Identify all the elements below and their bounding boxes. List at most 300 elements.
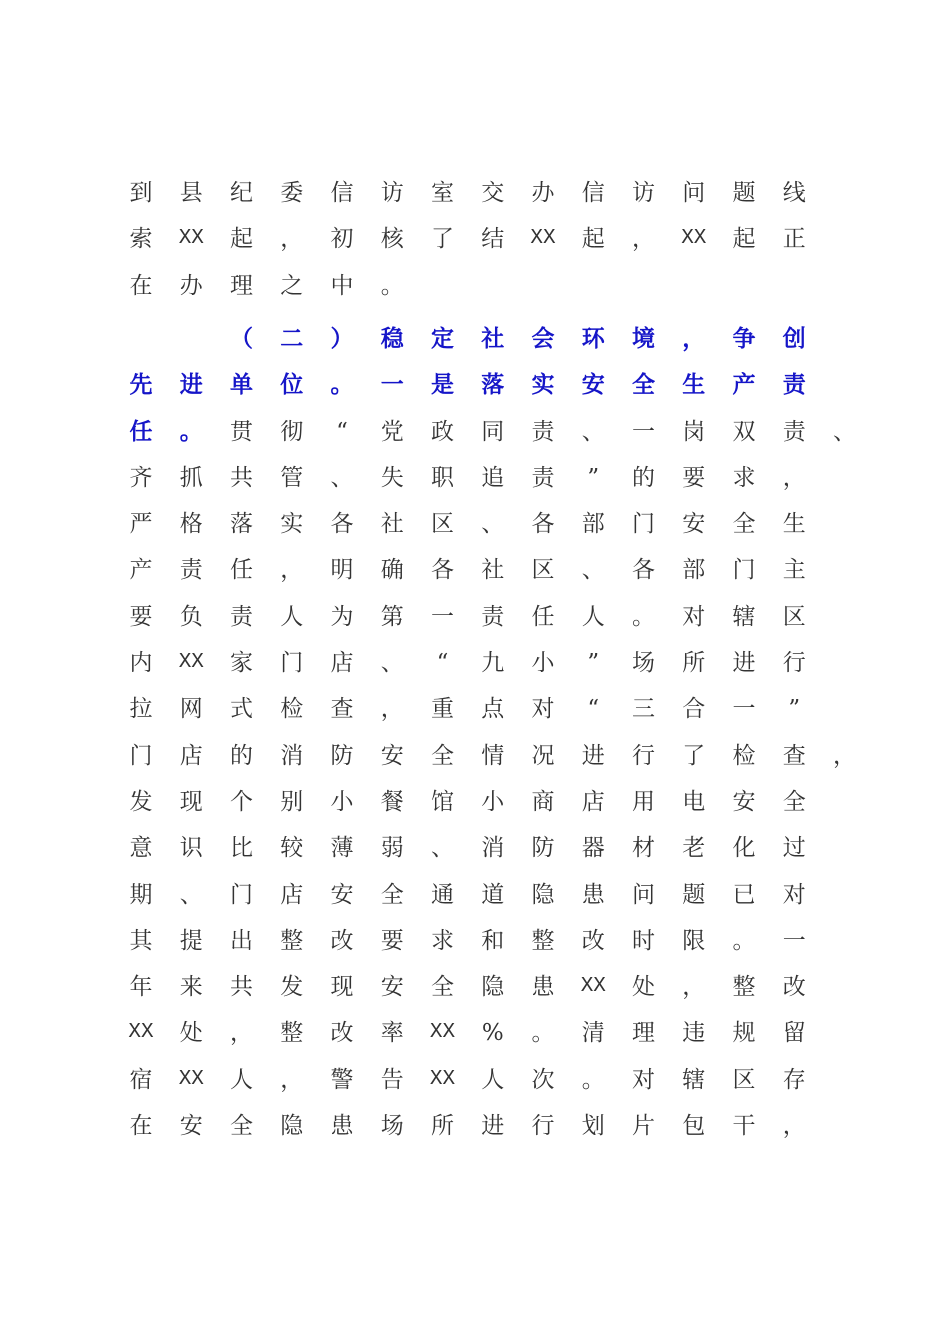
glyph: 宿 (129, 1066, 153, 1093)
glyph: 年 (129, 974, 153, 1001)
glyph: 的 (230, 742, 253, 769)
glyph: 生 (682, 371, 706, 399)
placeholder-token: XX (178, 1067, 204, 1091)
glyph: 整 (531, 927, 555, 954)
glyph: 比 (230, 835, 253, 862)
glyph: 重 (431, 696, 454, 723)
glyph: 求 (732, 464, 756, 491)
glyph: 信 (581, 180, 605, 206)
glyph: 信 (330, 180, 354, 206)
glyph: 提 (179, 927, 203, 954)
glyph: 区 (782, 603, 806, 630)
glyph: 查 (782, 742, 806, 769)
glyph: 落 (481, 371, 505, 399)
glyph: 党 (380, 418, 404, 445)
glyph: 。 (179, 417, 203, 445)
glyph: 场 (380, 1113, 404, 1139)
glyph: 拉 (129, 696, 153, 723)
text-line (0, 219, 950, 259)
text-line (0, 458, 950, 498)
glyph: 隐 (531, 881, 555, 908)
glyph: 管 (280, 464, 304, 491)
glyph: 存 (782, 1066, 806, 1093)
glyph: 门 (129, 742, 153, 769)
glyph: 纪 (230, 180, 253, 206)
glyph: 人 (230, 1066, 253, 1093)
glyph: 交 (481, 180, 505, 206)
glyph: 式 (230, 696, 253, 723)
glyph: 、 (481, 511, 505, 538)
glyph: 初 (330, 226, 354, 253)
glyph: 对 (531, 696, 555, 723)
glyph: ， (782, 464, 806, 491)
glyph: 。 (330, 371, 354, 399)
glyph: 所 (431, 1113, 454, 1139)
glyph: 门 (732, 557, 756, 584)
glyph: 区 (732, 1066, 756, 1093)
glyph: 要 (129, 603, 153, 630)
glyph: ， (280, 226, 304, 253)
glyph: 合 (682, 696, 706, 723)
glyph: 发 (280, 974, 304, 1001)
glyph: 清 (581, 1020, 605, 1047)
glyph: 门 (280, 650, 304, 676)
text-line (0, 173, 950, 213)
glyph: 过 (782, 835, 806, 862)
glyph: 、 (179, 881, 203, 908)
glyph: 中 (330, 272, 354, 299)
glyph: 薄 (330, 835, 354, 862)
glyph: 片 (632, 1113, 655, 1139)
glyph: 划 (581, 1113, 605, 1139)
glyph: 情 (481, 742, 505, 769)
placeholder-token: XX (128, 1021, 154, 1045)
glyph: ， (280, 1066, 304, 1093)
glyph: 起 (581, 226, 605, 253)
glyph: 各 (531, 511, 555, 538)
glyph: 访 (380, 180, 404, 206)
glyph: 创 (782, 324, 806, 352)
glyph: 各 (632, 557, 655, 584)
glyph: ） (330, 324, 354, 352)
glyph: 要 (682, 464, 706, 491)
glyph: 老 (682, 835, 706, 862)
text-line (0, 412, 950, 452)
glyph: 共 (230, 464, 253, 491)
glyph: 、 (330, 464, 354, 491)
glyph: 一 (782, 927, 806, 954)
glyph: 二 (280, 324, 304, 352)
glyph: 定 (431, 324, 454, 352)
glyph: 材 (632, 835, 655, 862)
glyph: 消 (481, 835, 505, 862)
glyph: 查 (330, 696, 354, 723)
text-line (0, 504, 950, 544)
glyph: 小 (481, 788, 505, 815)
glyph: 识 (179, 835, 203, 862)
glyph: “ (336, 418, 348, 445)
glyph: 点 (481, 696, 505, 723)
glyph: 防 (531, 835, 555, 862)
glyph: 各 (431, 557, 454, 584)
text-line (0, 689, 950, 729)
glyph: 生 (782, 511, 806, 538)
glyph: 办 (179, 272, 203, 299)
glyph: 、 (581, 557, 605, 584)
glyph: 对 (632, 1066, 655, 1093)
glyph: 店 (330, 650, 354, 676)
glyph: 率 (380, 1020, 404, 1047)
text-line (0, 736, 950, 776)
glyph: 较 (280, 835, 304, 862)
glyph: 门 (230, 881, 253, 908)
glyph: 访 (632, 180, 655, 206)
glyph: 共 (230, 974, 253, 1001)
glyph: 进 (732, 650, 756, 676)
glyph: 弱 (380, 835, 404, 862)
glyph: 家 (230, 650, 253, 676)
text-line (0, 1106, 950, 1146)
glyph: 实 (531, 371, 555, 399)
glyph: 包 (682, 1113, 706, 1139)
placeholder-token: XX (530, 227, 556, 251)
glyph: 现 (330, 974, 354, 1001)
glyph: 处 (632, 974, 655, 1001)
text-line (0, 319, 950, 359)
glyph: 、 (431, 835, 454, 862)
glyph: 理 (230, 272, 253, 299)
glyph: 岗 (682, 418, 706, 445)
glyph: 社 (481, 557, 505, 584)
glyph: 次 (531, 1066, 555, 1093)
glyph: 彻 (280, 418, 304, 445)
glyph: 失 (380, 464, 404, 491)
glyph: 和 (481, 927, 505, 954)
glyph: 。 (581, 1066, 605, 1093)
glyph: 部 (682, 557, 706, 584)
glyph: 题 (682, 881, 706, 908)
glyph: 通 (431, 881, 454, 908)
text-line (0, 597, 950, 637)
glyph: 职 (431, 464, 454, 491)
glyph: 了 (431, 226, 454, 253)
glyph: 行 (531, 1113, 555, 1139)
glyph: 之 (280, 272, 304, 299)
glyph: 、 (833, 418, 856, 445)
glyph: 改 (581, 927, 605, 954)
glyph: 时 (632, 927, 655, 954)
glyph: 其 (129, 927, 153, 954)
glyph: 问 (632, 881, 655, 908)
glyph: 馆 (431, 788, 454, 815)
glyph: 全 (732, 511, 756, 538)
glyph: 追 (481, 464, 505, 491)
glyph: 全 (632, 371, 655, 399)
glyph: 已 (732, 881, 756, 908)
glyph: ， (380, 696, 404, 723)
glyph: 理 (632, 1020, 655, 1047)
glyph: 辖 (682, 1066, 706, 1093)
glyph: 现 (179, 788, 203, 815)
glyph: ， (230, 1020, 253, 1047)
glyph: 落 (230, 511, 253, 538)
glyph: 产 (129, 557, 153, 584)
glyph: 店 (581, 788, 605, 815)
glyph: 室 (431, 180, 454, 206)
glyph: 齐 (129, 464, 153, 491)
glyph: 进 (481, 1113, 505, 1139)
glyph: 进 (179, 371, 203, 399)
glyph: 安 (682, 511, 706, 538)
glyph: ， (782, 1113, 806, 1139)
glyph: 检 (732, 742, 756, 769)
glyph: 小 (531, 650, 555, 676)
glyph: 九 (481, 650, 505, 676)
glyph: 区 (431, 511, 454, 538)
glyph: 患 (330, 1113, 354, 1139)
glyph: 隐 (481, 974, 505, 1001)
glyph: 别 (280, 788, 304, 815)
glyph: 况 (531, 742, 555, 769)
glyph: 安 (732, 788, 756, 815)
glyph: 部 (581, 511, 605, 538)
glyph: 人 (280, 603, 304, 630)
glyph: 的 (632, 464, 655, 491)
glyph: 警 (330, 1066, 354, 1093)
glyph: 求 (431, 927, 454, 954)
text-line (0, 1060, 950, 1100)
placeholder-token: XX (429, 1021, 456, 1045)
glyph: 责 (531, 418, 555, 445)
glyph: 门 (632, 511, 655, 538)
glyph: 限 (682, 927, 706, 954)
glyph: 责 (531, 464, 555, 491)
glyph: 稳 (380, 324, 404, 352)
glyph: 安 (179, 1113, 203, 1139)
glyph: 出 (230, 927, 253, 954)
glyph: 第 (380, 603, 404, 630)
glyph: 双 (732, 418, 756, 445)
glyph: 检 (280, 696, 304, 723)
glyph: 用 (632, 788, 655, 815)
glyph: 在 (129, 1113, 153, 1139)
glyph: 责 (782, 418, 806, 445)
glyph: 改 (330, 1020, 354, 1047)
glyph: 来 (179, 974, 203, 1001)
glyph: 责 (230, 603, 253, 630)
glyph: ， (833, 742, 856, 769)
glyph: 了 (682, 742, 706, 769)
glyph: 问 (682, 180, 706, 206)
glyph: 结 (481, 226, 505, 253)
glyph: 进 (581, 742, 605, 769)
glyph: 负 (179, 603, 203, 630)
glyph: 告 (380, 1066, 404, 1093)
glyph: 为 (330, 603, 354, 630)
glyph: 违 (682, 1020, 706, 1047)
glyph: 。 (531, 1020, 555, 1047)
glyph: 个 (230, 788, 253, 815)
glyph: 一 (732, 696, 756, 723)
glyph: 道 (481, 881, 505, 908)
glyph: 任 (129, 417, 153, 445)
glyph: 防 (330, 742, 354, 769)
glyph: 三 (632, 696, 655, 723)
glyph: 网 (179, 696, 203, 723)
glyph: 处 (179, 1020, 203, 1047)
glyph: ， (682, 324, 706, 352)
glyph: “ (587, 696, 600, 723)
glyph: 规 (732, 1020, 756, 1047)
glyph: 一 (380, 371, 404, 399)
glyph: 。 (632, 603, 655, 630)
glyph: 位 (280, 371, 304, 399)
glyph: 核 (380, 226, 404, 253)
glyph: 人 (581, 603, 605, 630)
glyph: 社 (380, 511, 404, 538)
glyph: 同 (481, 418, 505, 445)
glyph: 会 (531, 324, 555, 352)
glyph: 在 (129, 272, 153, 299)
glyph: 严 (129, 511, 153, 538)
glyph: 政 (431, 418, 454, 445)
text-line (0, 967, 950, 1007)
glyph: 环 (581, 324, 605, 352)
glyph: 化 (732, 835, 756, 862)
glyph: 、 (380, 650, 404, 676)
glyph: 整 (732, 974, 756, 1001)
glyph: 起 (230, 226, 253, 253)
glyph: 确 (380, 557, 404, 584)
glyph: 。 (732, 927, 756, 954)
glyph: 办 (531, 180, 555, 206)
glyph: ” (587, 464, 600, 491)
glyph: ， (682, 974, 706, 1001)
glyph: 区 (531, 557, 555, 584)
glyph: 改 (330, 927, 354, 954)
glyph: 线 (782, 180, 806, 206)
glyph: 责 (179, 557, 203, 584)
glyph: 一 (632, 418, 655, 445)
glyph: 餐 (380, 788, 404, 815)
glyph: ， (280, 557, 304, 584)
glyph: 。 (380, 272, 404, 299)
glyph: （ (230, 324, 253, 352)
glyph: 到 (129, 180, 153, 206)
glyph: 患 (531, 974, 555, 1001)
glyph: 对 (682, 603, 706, 630)
glyph: 明 (330, 557, 354, 584)
glyph: 店 (280, 881, 304, 908)
placeholder-token: XX (178, 651, 204, 674)
glyph: 患 (581, 881, 605, 908)
glyph: 辖 (732, 603, 756, 630)
glyph: 所 (682, 650, 706, 676)
glyph: 县 (179, 180, 203, 206)
glyph: 隐 (280, 1113, 304, 1139)
glyph: 格 (179, 511, 203, 538)
text-line (0, 266, 950, 306)
glyph: 人 (481, 1066, 505, 1093)
placeholder-token: XX (681, 227, 707, 251)
glyph: 贯 (230, 418, 253, 445)
glyph: 发 (129, 788, 153, 815)
text-line (0, 365, 950, 405)
glyph: 委 (280, 180, 304, 206)
glyph: 全 (380, 881, 404, 908)
glyph: 主 (782, 557, 806, 584)
glyph: 全 (782, 788, 806, 815)
text-line (0, 828, 950, 868)
glyph: ” (788, 696, 801, 723)
glyph: 留 (782, 1020, 806, 1047)
glyph: 、 (581, 418, 605, 445)
text-line (0, 921, 950, 961)
glyph: 安 (380, 974, 404, 1001)
glyph: 期 (129, 881, 153, 908)
glyph: ， (632, 226, 655, 253)
glyph: 商 (531, 788, 555, 815)
glyph: 要 (380, 927, 404, 954)
text-line (0, 550, 950, 590)
glyph: 器 (581, 835, 605, 862)
glyph: 产 (732, 371, 756, 399)
text-line (0, 782, 950, 822)
glyph: 一 (431, 603, 454, 630)
glyph: 责 (481, 603, 505, 630)
glyph: 店 (179, 742, 203, 769)
glyph: 境 (632, 324, 655, 352)
glyph: 对 (782, 881, 806, 908)
glyph: 全 (431, 974, 454, 1001)
glyph: 行 (782, 650, 806, 676)
glyph: 先 (129, 371, 153, 399)
placeholder-token: XX (178, 227, 204, 251)
glyph: 小 (330, 788, 354, 815)
glyph: % (481, 1020, 504, 1047)
glyph: 安 (330, 881, 354, 908)
glyph: 争 (732, 324, 756, 352)
glyph: 抓 (179, 464, 203, 491)
glyph: 起 (732, 226, 756, 253)
glyph: 各 (330, 511, 354, 538)
glyph: 内 (129, 650, 153, 676)
placeholder-token: XX (580, 975, 606, 999)
glyph: 责 (782, 371, 806, 399)
glyph: 正 (782, 226, 806, 253)
glyph: 任 (531, 603, 555, 630)
glyph: 整 (280, 927, 304, 954)
glyph: 全 (230, 1113, 253, 1139)
text-line (0, 643, 950, 683)
glyph: ” (587, 650, 600, 676)
glyph: 电 (682, 788, 706, 815)
glyph: 是 (431, 371, 454, 399)
text-line (0, 1013, 950, 1053)
glyph: 干 (732, 1113, 756, 1139)
glyph: 意 (129, 835, 153, 862)
glyph: 整 (280, 1020, 304, 1047)
glyph: 安 (380, 742, 404, 769)
glyph: 题 (732, 180, 756, 206)
glyph: “ (436, 650, 449, 676)
glyph: 社 (481, 324, 505, 352)
glyph: 任 (230, 557, 253, 584)
placeholder-token: XX (429, 1067, 456, 1091)
glyph: 索 (129, 226, 153, 253)
glyph: 改 (782, 974, 806, 1001)
text-line (0, 875, 950, 915)
